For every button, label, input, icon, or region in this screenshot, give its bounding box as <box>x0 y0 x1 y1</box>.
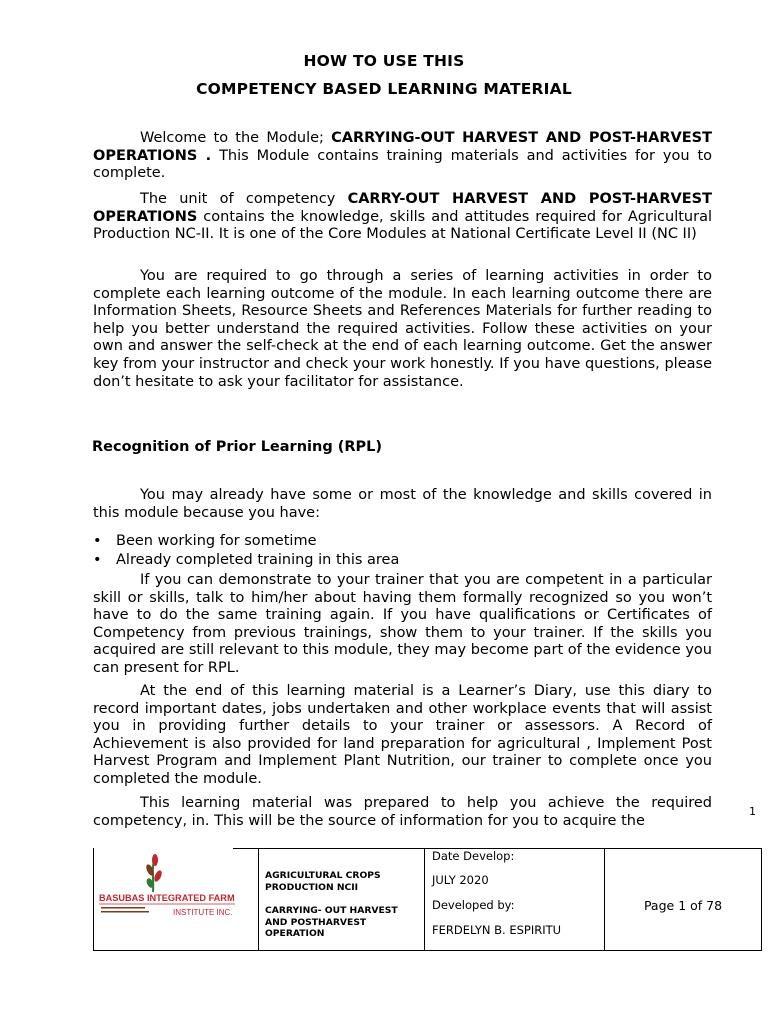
page-title-line-2: COMPETENCY BASED LEARNING MATERIAL <box>196 80 572 98</box>
logo-leaf-icon <box>152 854 158 866</box>
intro-text: contains the knowledge, skills and attitudes required for Agricultural Production NC-II. It is one of the Core Modules at National Certificate Level II (NC II) <box>93 208 712 243</box>
footer-divider <box>93 848 94 951</box>
list-item <box>93 551 712 570</box>
footer-page-number: Page 1 of 78 <box>643 898 723 913</box>
unit-title-bold: CARRY-OUT HARVEST AND POST-HARVEST OPERATIONS <box>93 191 712 225</box>
footer-developer-label: Developed by: <box>432 898 515 912</box>
logo-leaf-icon <box>153 869 164 882</box>
footer-developer-value: FERDELYN B. ESPIRITU <box>432 923 562 937</box>
footer-divider <box>424 848 425 951</box>
footer-date-value: JULY 2020 <box>432 873 489 887</box>
list-item-text: Been working for sometime <box>116 533 317 549</box>
logo-sub-text: INSTITUTE INC. <box>173 908 233 917</box>
footer-date-label: Date Develop: <box>432 849 515 863</box>
rpl-paragraph-3: At the end of this learning material is a Learner’s Diary, use this diary to record important dates, jobs undertaken and other workplace events that will assist you in providing further details to your trainer or assessors. A Record of Achievement is also provided for land preparation for agricultural , Implement Post Harvest Program and Implement Plant Nutrition, our trainer to complete once you completed the module. <box>93 683 712 787</box>
rpl-paragraph-4: This learning material was prepared to help you achieve the required competency, in. This will be the source of information for you to acquire the <box>93 795 712 829</box>
rpl-paragraph-2: If you can demonstrate to your trainer that you are competent in a particular skill or skills, talk to him/her about having them formally recognized so you won’t have to do the same training again. If you have qualifications or Certificates of Competency from previous trainings, show them to your trainer. If the skills you acquired are still relevant to this module, they may become part of the evidence you can present for RPL. <box>93 572 712 676</box>
intro-paragraph-1 <box>93 130 712 183</box>
intro-paragraph-3: You are required to go through a series of learning activities in order to complete each learning outcome of the module. In each learning outcome there are Information Sheets, Resource Sheets and References Materials for further reading to help you better understand the required activities. Follow these activities on your own and answer the self-check at the end of each learning outcome. Get the answer key from your instructor and check your work honestly. If you have questions, please don’t hesitate to ask your facilitator for assistance. <box>93 268 712 390</box>
rpl-bullet-list <box>93 532 712 570</box>
bullet-icon: • <box>93 552 102 568</box>
list-item <box>93 532 712 551</box>
list-item-text: Already completed training in this area <box>116 552 400 568</box>
document-footer-table <box>93 848 762 951</box>
intro-paragraph-2 <box>93 191 712 244</box>
page-title-line-1: HOW TO USE THIS <box>303 52 465 70</box>
footer-module: CARRYING- OUT HARVEST AND POSTHARVEST OPERATION <box>265 905 398 939</box>
logo-address-line-icon <box>101 911 149 913</box>
intro-text: Welcome to the Module; <box>140 130 332 146</box>
intro-text: The unit of competency <box>140 191 348 207</box>
rpl-paragraph-1: You may already have some or most of the knowledge and skills covered in this module because you have: <box>93 487 712 521</box>
footer-bottom-border <box>93 950 762 951</box>
footer-divider <box>258 848 259 951</box>
intro-text: This Module contains training materials and activities for you to complete. <box>93 147 712 182</box>
bullet-icon: • <box>93 533 102 549</box>
institute-logo <box>97 850 237 920</box>
rpl-heading: Recognition of Prior Learning (RPL) <box>92 439 383 455</box>
footer-course: AGRICULTURAL CROPS PRODUCTION NCII <box>265 870 381 893</box>
module-title-bold: CARRYING-OUT HARVEST AND POST-HARVEST OPERATIONS . <box>93 130 712 164</box>
logo-name-text: BASUBAS INTEGRATED FARM <box>99 893 235 903</box>
footer-course-cell <box>265 870 420 940</box>
page-number-marker: 1 <box>749 805 756 818</box>
logo-address-line-icon <box>101 907 145 909</box>
